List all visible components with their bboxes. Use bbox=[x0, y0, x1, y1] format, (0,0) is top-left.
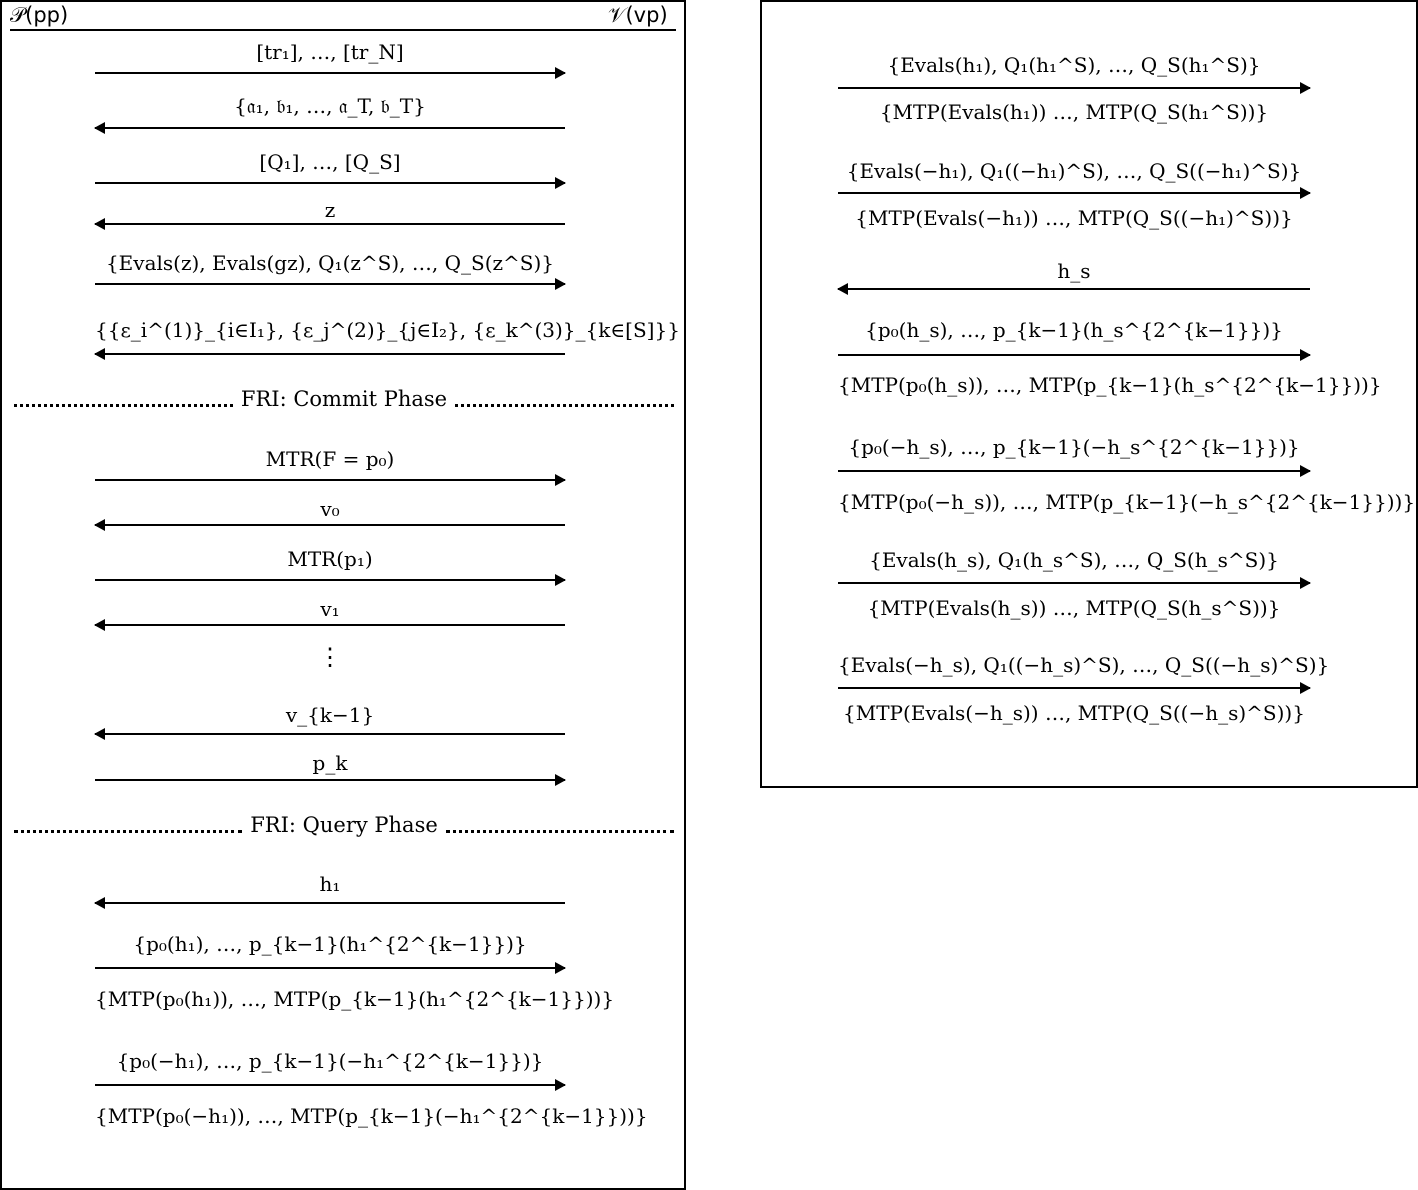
arrow-prover-to-verifier bbox=[95, 1084, 565, 1086]
arrow-verifier-to-prover bbox=[95, 524, 565, 526]
message-mtp-evals-neg-h1: {MTP(Evals(−h₁)) …, MTP(Q_S((−h₁)^S))} bbox=[855, 206, 1293, 230]
arrow-verifier-to-prover bbox=[95, 127, 565, 129]
message-p-evals-neg-hs: {p₀(−h_s), …, p_{k−1}(−h_s^{2^{k−1}})} bbox=[848, 435, 1300, 459]
message-mtp-evals-h1: {MTP(Evals(h₁)) …, MTP(Q_S(h₁^S))} bbox=[879, 100, 1269, 124]
arrow-prover-to-verifier bbox=[95, 779, 565, 781]
message-mtr-p0: MTR(F = p₀) bbox=[265, 447, 395, 471]
arrow-prover-to-verifier bbox=[95, 967, 565, 969]
arrow-verifier-to-prover bbox=[95, 353, 565, 355]
arrow-prover-to-verifier bbox=[95, 72, 565, 74]
message-evaluations-at-z: {Evals(z), Evals(gz), Q₁(z^S), …, Q_S(z^S)} bbox=[105, 251, 555, 275]
query-phase-separator bbox=[14, 812, 674, 838]
header-rule bbox=[10, 29, 676, 31]
message-epsilon-challenges: {{ε_i^(1)}_{i∈I₁}, {ε_j^(2)}_{j∈I₂}, {ε_k^(3)}_{k∈[S]}} bbox=[95, 318, 680, 342]
message-v1: v₁ bbox=[320, 597, 340, 621]
message-p-evals-h1: {p₀(h₁), …, p_{k−1}(h₁^{2^{k−1}})} bbox=[133, 932, 527, 956]
message-h-s: h_s bbox=[1057, 259, 1091, 283]
message-mtp-p-h1: {MTP(p₀(h₁)), …, MTP(p_{k−1}(h₁^{2^{k−1}}))} bbox=[95, 987, 615, 1011]
message-h1: h₁ bbox=[319, 872, 341, 896]
arrow-prover-to-verifier bbox=[838, 470, 1310, 472]
arrow-verifier-to-prover bbox=[95, 733, 565, 735]
message-trace-commitments: [tr₁], …, [tr_N] bbox=[256, 40, 404, 64]
message-mtr-p1: MTR(p₁) bbox=[287, 547, 373, 571]
message-mtp-p-neg-h1: {MTP(p₀(−h₁)), …, MTP(p_{k−1}(−h₁^{2^{k−1}}))} bbox=[95, 1104, 648, 1128]
arrow-prover-to-verifier bbox=[838, 687, 1310, 689]
message-challenges-ab: {𝔞₁, 𝔟₁, …, 𝔞_T, 𝔟_T} bbox=[234, 94, 426, 118]
arrow-prover-to-verifier bbox=[95, 579, 565, 581]
arrow-verifier-to-prover bbox=[95, 624, 565, 626]
arrow-prover-to-verifier bbox=[838, 87, 1310, 89]
commit-phase-separator bbox=[14, 386, 674, 412]
message-p-evals-neg-h1: {p₀(−h₁), …, p_{k−1}(−h₁^{2^{k−1}})} bbox=[116, 1049, 544, 1073]
arrow-prover-to-verifier bbox=[838, 354, 1310, 356]
message-mtp-p-neg-hs: {MTP(p₀(−h_s)), …, MTP(p_{k−1}(−h_s^{2^{k−1}}))} bbox=[838, 490, 1416, 514]
message-mtp-evals-hs: {MTP(Evals(h_s)) …, MTP(Q_S(h_s^S))} bbox=[867, 596, 1281, 620]
arrow-prover-to-verifier bbox=[95, 479, 565, 481]
message-challenge-z: z bbox=[324, 198, 336, 222]
message-evals-neg-h1: {Evals(−h₁), Q₁((−h₁)^S), …, Q_S((−h₁)^S)} bbox=[846, 159, 1302, 183]
message-p-evals-hs: {p₀(h_s), …, p_{k−1}(h_s^{2^{k−1}})} bbox=[865, 318, 1283, 342]
message-mtp-p-hs: {MTP(p₀(h_s)), …, MTP(p_{k−1}(h_s^{2^{k−1}}))} bbox=[838, 373, 1382, 397]
arrow-verifier-to-prover bbox=[95, 902, 565, 904]
arrow-prover-to-verifier bbox=[95, 182, 565, 184]
commit-phase-title: FRI: Commit Phase bbox=[240, 387, 448, 411]
arrow-prover-to-verifier bbox=[95, 283, 565, 285]
prover-label: 𝒫(pp) bbox=[10, 3, 69, 27]
message-quotient-commitments: [Q₁], …, [Q_S] bbox=[259, 150, 401, 174]
message-mtp-evals-neg-hs: {MTP(Evals(−h_s)) …, MTP(Q_S((−h_s)^S))} bbox=[843, 701, 1305, 725]
verifier-label: 𝒱(vp) bbox=[608, 3, 668, 27]
vertical-ellipsis: ⋮ bbox=[318, 643, 342, 671]
message-evals-hs: {Evals(h_s), Q₁(h_s^S), …, Q_S(h_s^S)} bbox=[869, 548, 1279, 572]
arrow-verifier-to-prover bbox=[95, 223, 565, 225]
query-phase-title: FRI: Query Phase bbox=[250, 813, 438, 837]
arrow-prover-to-verifier bbox=[838, 192, 1310, 194]
protocol-left-panel bbox=[0, 0, 686, 1190]
message-v-k-minus-1: v_{k−1} bbox=[285, 703, 375, 727]
message-v0: v₀ bbox=[320, 497, 340, 521]
arrow-prover-to-verifier bbox=[838, 582, 1310, 584]
message-evals-neg-hs: {Evals(−h_s), Q₁((−h_s)^S), …, Q_S((−h_s)^S)} bbox=[838, 653, 1330, 677]
message-p-k: p_k bbox=[312, 751, 348, 775]
arrow-verifier-to-prover bbox=[838, 288, 1310, 290]
message-evals-h1: {Evals(h₁), Q₁(h₁^S), …, Q_S(h₁^S)} bbox=[887, 53, 1261, 77]
